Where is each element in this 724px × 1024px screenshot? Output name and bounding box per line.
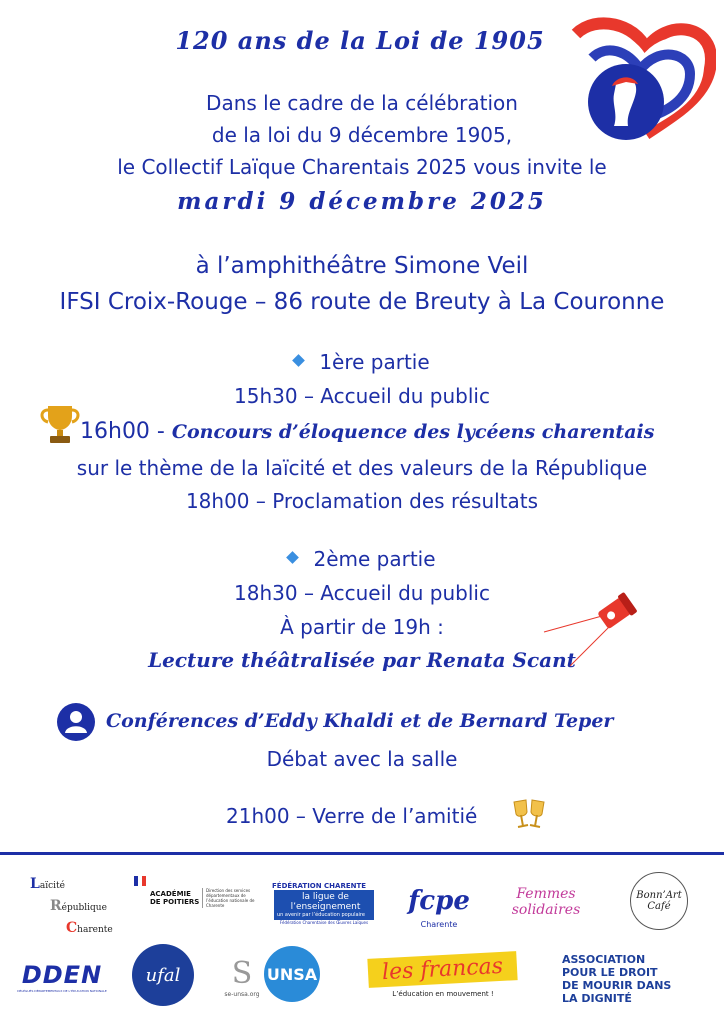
admd-line: DE MOURIR DANS: [562, 979, 672, 992]
academie-poitiers-logo: [134, 876, 270, 920]
francas-name: les francas: [368, 951, 518, 988]
fcpe-name: fcpe: [408, 885, 470, 916]
dden-sub: DÉLÉGUÉS DÉPARTEMENTAUX DE L’ÉDUCATION NATIONALE: [17, 989, 107, 993]
ligue-top: FÉDÉRATION CHARENTE: [272, 881, 367, 890]
spotlight-icon: [540, 590, 640, 670]
footer-divider: [0, 852, 724, 855]
fcpe-sub: Charente: [420, 919, 458, 929]
contest-line: [80, 416, 680, 448]
dden-logo: [16, 952, 108, 1002]
academie-name: ACADÉMIE DE POITIERS: [150, 890, 200, 906]
ligue-bottom: Fédération Charentaise des Œuvres Laïques: [279, 919, 369, 925]
francas-tagline: L’éducation en mouvement !: [392, 989, 494, 998]
admd-logo: [562, 952, 694, 1006]
part1-heading-text: 1ère partie: [319, 350, 430, 374]
contest-time: 16h00 -: [80, 419, 172, 444]
admd-line: LA DIGNITÉ: [562, 992, 632, 1005]
user-icon: [56, 702, 96, 742]
ufal-logo: ufal: [132, 944, 194, 1006]
se-unsa-logo: S se-unsa.org: [224, 956, 260, 998]
trophy-icon: [38, 402, 82, 446]
part2-heading-text: 2ème partie: [313, 547, 436, 571]
bonnart-cafe-logo: Bonn’Art Café: [630, 872, 688, 930]
logo-text: aïcité: [39, 881, 65, 891]
debate-line: Débat avec la salle: [266, 747, 458, 771]
reading-line: Lecture théâtralisée par Renata Scant: [148, 648, 576, 672]
ligue-tagline: un avenir par l’éducation populaire: [277, 911, 365, 918]
contest-theme: sur le thème de la laïcité et des valeurs de la République: [76, 456, 648, 480]
event-date: mardi 9 décembre 2025: [177, 188, 547, 215]
unsa-logo: UNSA: [264, 946, 320, 1002]
results-line: 18h00 – Proclamation des résultats: [185, 489, 539, 513]
laicite-republique-charente-logo: Laïcité République Charente: [30, 876, 113, 936]
part1-heading: [0, 346, 724, 378]
part1-welcome: 15h30 – Accueil du public: [234, 384, 490, 408]
intro-line-3: le Collectif Laïque Charentais 2025 vous invite le: [117, 155, 607, 179]
glasses-icon: [506, 796, 552, 832]
fcpe-logo: [404, 872, 474, 942]
intro-line-1: Dans le cadre de la célébration: [206, 91, 518, 115]
part2-welcome: 18h30 – Accueil du public: [234, 581, 490, 605]
drink-line: 21h00 – Verre de l’amitié: [226, 804, 478, 828]
admd-line: POUR LE DROIT: [562, 966, 658, 979]
seunsa-text: se-unsa.org: [224, 991, 260, 998]
logo-text: harente: [77, 925, 113, 935]
venue-line-1: à l’amphithéâtre Simone Veil: [195, 253, 529, 279]
francas-logo: [364, 948, 522, 1004]
femmes-solidaires-logo: Femmes solidaires: [511, 886, 581, 918]
intro-line-2: de la loi du 9 décembre 1905,: [211, 123, 513, 147]
part2-heading: [0, 543, 724, 575]
diamond-icon: [292, 354, 305, 367]
logo-text: épublique: [61, 903, 107, 913]
conferences-line: Conférences d’Eddy Khaldi et de Bernard Teper: [106, 710, 614, 732]
ligue-enseignement-logo: [272, 872, 376, 934]
venue-line-2: IFSI Croix-Rouge – 86 route de Breuty à La Couronne: [59, 289, 665, 315]
academie-detail: Direction des services départementaux de l’éducation nationale de Charente: [202, 888, 266, 908]
dden-name: DDEN: [21, 961, 103, 989]
diamond-icon: [287, 551, 300, 564]
part2-from: À partir de 19h :: [280, 615, 444, 639]
ligue-name: la ligue de l’enseignement: [290, 891, 361, 912]
page-title: 120 ans de la Loi de 1905: [175, 26, 545, 55]
contest-title: Concours d’éloquence des lycéens charentais: [171, 421, 655, 443]
admd-line: ASSOCIATION: [562, 953, 646, 966]
